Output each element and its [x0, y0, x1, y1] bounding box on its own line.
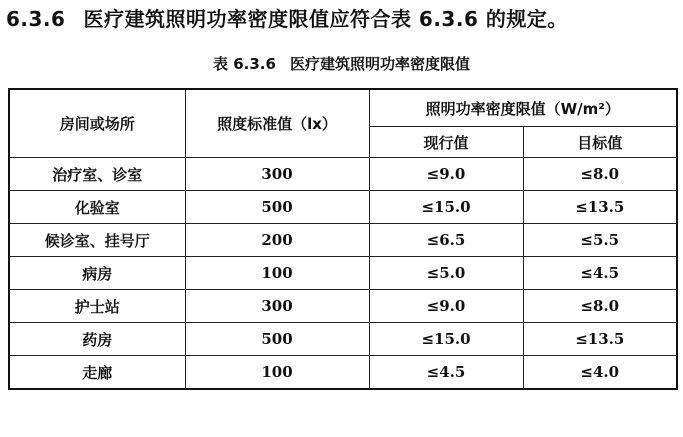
header-lpd-group: 照明功率密度限值（W/m²）: [369, 89, 677, 127]
table-row: [9, 290, 677, 323]
table-row: [9, 224, 677, 257]
clause-heading: [6, 4, 568, 34]
cell-illuminance: 100: [185, 257, 369, 290]
cell-illuminance: 300: [185, 158, 369, 191]
table-row: [9, 323, 677, 356]
header-target: 目标值: [523, 127, 677, 158]
cell-target: ≤13.5: [523, 191, 677, 224]
cell-current: ≤9.0: [369, 290, 523, 323]
cell-illuminance: 200: [185, 224, 369, 257]
table-row: [9, 191, 677, 224]
table-row: [9, 356, 677, 390]
cell-current: ≤4.5: [369, 356, 523, 390]
cell-current: ≤15.0: [369, 323, 523, 356]
lighting-power-density-table: [8, 88, 678, 390]
clause-number: 6.3.6: [6, 7, 66, 31]
cell-room: 化验室: [9, 191, 185, 224]
table-header-row: [9, 89, 677, 127]
header-room: 房间或场所: [9, 89, 185, 158]
cell-room: 候诊室、挂号厅: [9, 224, 185, 257]
cell-illuminance: 500: [185, 323, 369, 356]
cell-target: ≤13.5: [523, 323, 677, 356]
cell-current: ≤9.0: [369, 158, 523, 191]
table-row: [9, 257, 677, 290]
cell-illuminance: 500: [185, 191, 369, 224]
cell-room: 走廊: [9, 356, 185, 390]
cell-target: ≤5.5: [523, 224, 677, 257]
cell-room: 护士站: [9, 290, 185, 323]
cell-illuminance: 300: [185, 290, 369, 323]
cell-target: ≤8.0: [523, 290, 677, 323]
cell-target: ≤8.0: [523, 158, 677, 191]
clause-text: 医疗建筑照明功率密度限值应符合表 6.3.6 的规定。: [83, 7, 568, 31]
cell-room: 药房: [9, 323, 185, 356]
cell-current: ≤5.0: [369, 257, 523, 290]
cell-current: ≤6.5: [369, 224, 523, 257]
table-caption: [0, 53, 683, 75]
cell-target: ≤4.0: [523, 356, 677, 390]
header-illuminance: 照度标准值（lx）: [185, 89, 369, 158]
cell-illuminance: 100: [185, 356, 369, 390]
cell-target: ≤4.5: [523, 257, 677, 290]
cell-room: 治疗室、诊室: [9, 158, 185, 191]
table-row: [9, 158, 677, 191]
cell-current: ≤15.0: [369, 191, 523, 224]
table-caption-number: 表 6.3.6: [213, 55, 276, 73]
table-caption-text: 医疗建筑照明功率密度限值: [289, 55, 470, 73]
cell-room: 病房: [9, 257, 185, 290]
header-current: 现行值: [369, 127, 523, 158]
